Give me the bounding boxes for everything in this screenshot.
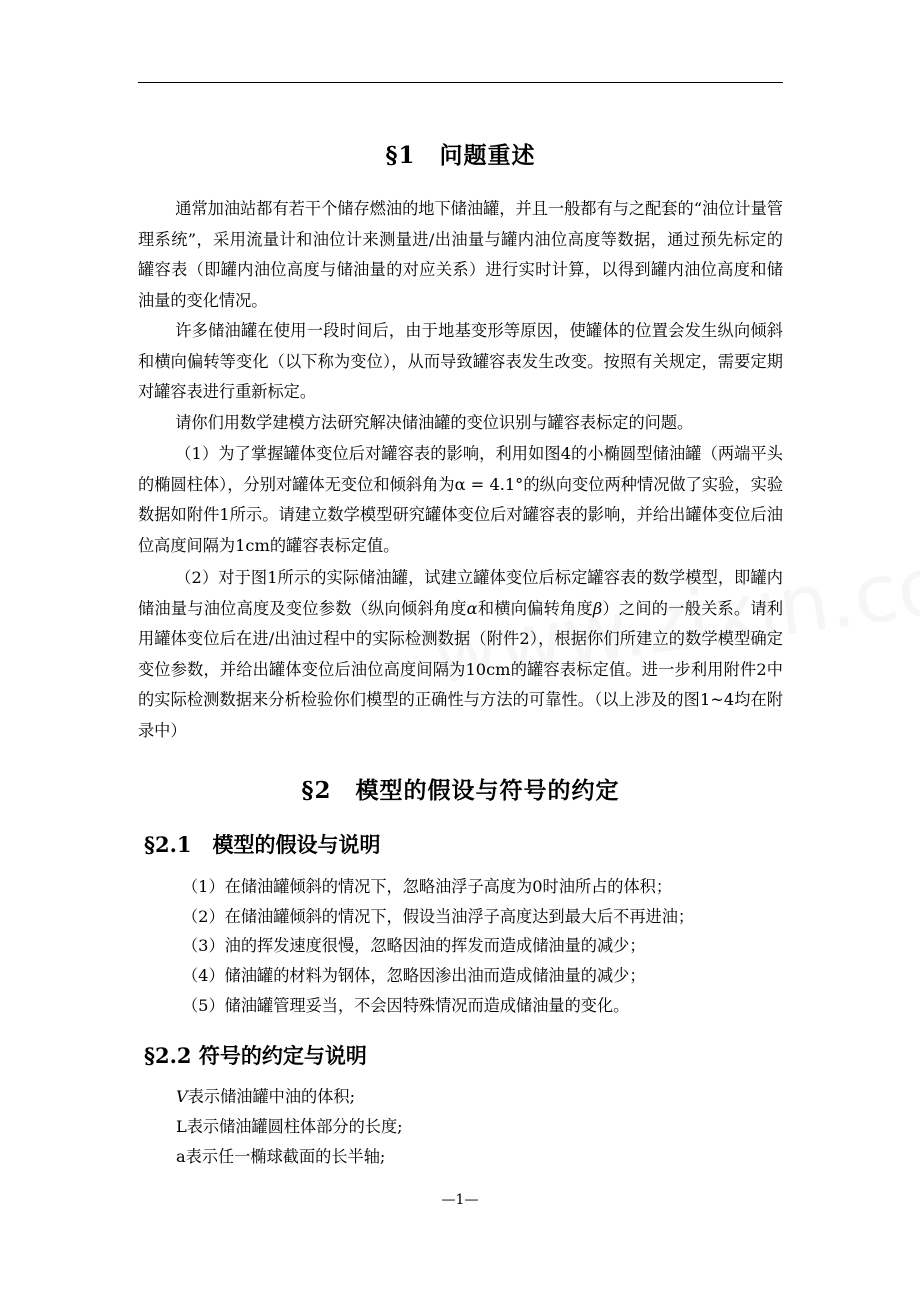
- paragraph-5-part-a: （2）对于图1所示的实际储油罐，试建立罐体变位后标定罐容表的数学模型，即罐内储油量与油位高度及变位参数（纵向倾斜角度: [138, 568, 783, 618]
- section-2-1-title: §2.1 模型的假设与说明: [144, 832, 381, 857]
- symbol-desc: 表示储油罐圆柱体部分的长度;: [186, 1117, 403, 1136]
- section-1-title: §1 问题重述: [385, 142, 536, 169]
- paragraph-3: 请你们用数学建模方法研究解决储油罐的变位识别与罐容表标定的问题。: [175, 413, 694, 432]
- paragraph-4-part-a: （1）为了掌握罐体变位后对罐容表的影响，利用如图4的小椭圆型储油罐（两端平头的椭圆柱体），分别对罐体无变位和倾斜角为: [138, 444, 783, 494]
- alpha-symbol: α: [466, 598, 478, 618]
- paragraph-4: [138, 439, 783, 561]
- section-2-title: §2 模型的假设与符号的约定: [301, 777, 620, 804]
- symbol: V: [176, 1087, 188, 1106]
- symbol: L: [176, 1117, 187, 1136]
- assumption-list: [182, 872, 694, 1021]
- paragraph-5: [138, 563, 783, 747]
- paragraph-5-part-c: ）之间的一般关系。请利用罐体变位后在进/出油过程中的实际检测数据（附件2），根据你们所建立的数学模型确定变位参数，并给出罐体变位后油位高度间隔为10cm的罐容表标定值。进一步利用附件2中的实际检测数据来分析检验你们模型的正确性与方法的可靠性。（以上涉及的图1~4均在附录中）: [138, 598, 784, 740]
- paragraph-2: 许多储油罐在使用一段时间后，由于地基变形等原因，使罐体的位置会发生纵向倾斜和横向偏转等变化（以下称为变位），从而导致罐容表发生改变。按照有关规定，需要定期对罐容表进行重新标定。: [138, 321, 783, 402]
- symbol-item: [176, 1142, 403, 1172]
- assumption-item: （3）油的挥发速度很慢，忽略因油的挥发而造成储油量的减少；: [182, 936, 646, 956]
- assumption-item: （4）储油罐的材料为钢体，忽略因渗出油而造成储油量的减少；: [182, 966, 646, 986]
- alpha-equation: α = 4.1°: [454, 474, 524, 494]
- paragraph-1: 通常加油站都有若干个储存燃油的地下储油罐，并且一般都有与之配套的“油位计量管理系统”，采用流量计和油位计来测量进/出油量与罐内油位高度等数据，通过预先标定的罐容表（即罐内油位高度与储油量的对应关系）进行实时计算，以得到罐内油位高度和储油量的变化情况。: [138, 199, 783, 310]
- symbol-desc: 表示储油罐中油的体积;: [187, 1087, 356, 1106]
- symbol-desc: 表示任一椭球截面的长半轴;: [185, 1147, 386, 1166]
- paragraph-4-part-b: 的纵向变位两种情况做了实验，实验数据如附件1所示。请建立数学模型研究罐体变位后对罐容表的影响，并给出罐体变位后油位高度间隔为1cm的罐容表标定值。: [138, 474, 784, 555]
- symbol-list: [176, 1082, 403, 1172]
- assumption-item: （5）储油罐管理妥当，不会因特殊情况而造成储油量的变化。: [182, 995, 630, 1015]
- symbol-item: [176, 1082, 403, 1112]
- assumption-item: （1）在储油罐倾斜的情况下，忽略油浮子高度为0时油所占的体积；: [182, 877, 673, 896]
- page-number: —1—: [441, 1192, 479, 1208]
- symbol-item: [176, 1112, 403, 1142]
- header-rule: [138, 82, 783, 83]
- beta-symbol: β: [592, 598, 603, 618]
- symbol: a: [176, 1147, 186, 1166]
- paragraph-5-part-b: 和横向偏转角度: [477, 598, 593, 618]
- assumption-item: （2）在储油罐倾斜的情况下，假设当油浮子高度达到最大后不再进油；: [182, 906, 695, 926]
- section-2-2-title: §2.2 符号的约定与说明: [144, 1043, 367, 1068]
